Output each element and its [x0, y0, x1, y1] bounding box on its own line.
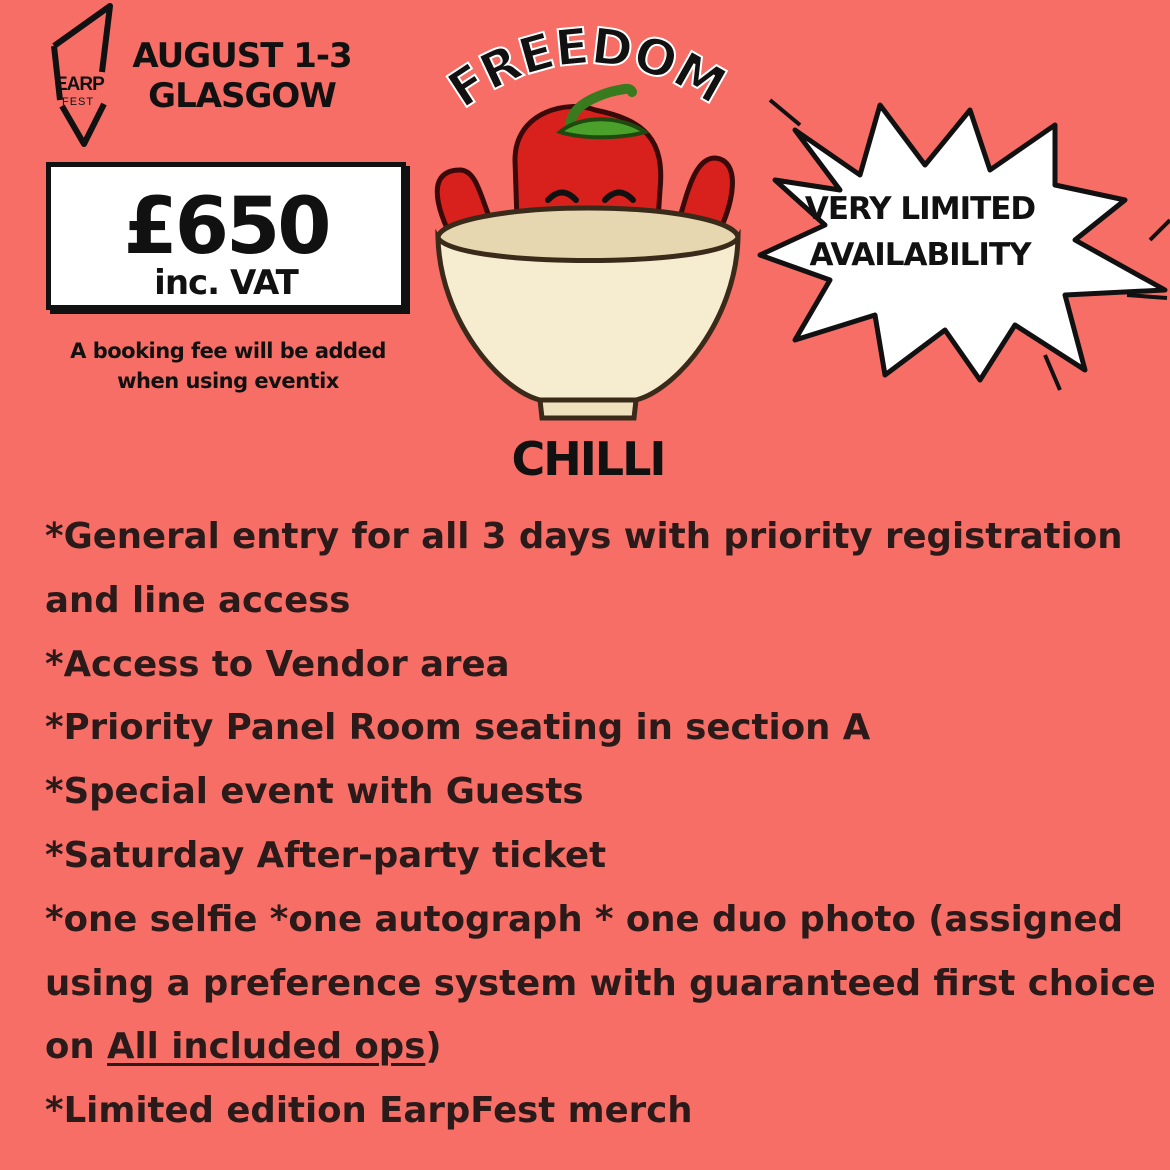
feature-ops: *one selfie *one autograph * one duo photo (assigned	[45, 898, 1123, 940]
logo-name-bottom: FEST	[62, 96, 95, 108]
chilli-mascot-illustration	[420, 20, 750, 490]
included-ops-link[interactable]: All included ops	[107, 1026, 426, 1068]
availability-line-1: VERY LIMITED	[804, 191, 1036, 227]
features-list	[45, 505, 1155, 1143]
vat-note: inc. VAT	[154, 263, 298, 303]
booking-line-1: A booking fee will be added	[70, 339, 386, 363]
feature-ops-end	[45, 1015, 1155, 1079]
event-info	[132, 36, 352, 116]
feature-vendor-area: *Access to Vendor area	[45, 643, 510, 685]
booking-line-2: when using eventix	[117, 369, 339, 393]
feature-ops-prefix: on	[45, 1026, 108, 1068]
logo-name-top: EARP	[55, 74, 104, 95]
event-city: GLASGOW	[148, 76, 336, 116]
feature-merch: *Limited edition EarpFest merch	[45, 1090, 693, 1132]
feature-panel-seating: *Priority Panel Room seating in section A	[45, 707, 871, 749]
ticket-price: £650	[123, 182, 329, 272]
feature-general-entry-cont: and line access	[45, 579, 351, 621]
event-date: AUGUST 1-3	[132, 36, 352, 76]
availability-badge	[770, 186, 1070, 278]
availability-line-2: AVAILABILITY	[809, 237, 1031, 273]
ticket-name-top: FREEDOM	[437, 20, 735, 120]
ticket-name-bottom: CHILLI	[511, 432, 665, 486]
price-box	[46, 162, 406, 310]
feature-special-event: *Special event with Guests	[45, 771, 584, 813]
feature-general-entry: *General entry for all 3 days with priority registration	[45, 516, 1123, 557]
feature-ops-cont: using a preference system with guaranteed first choice	[45, 962, 1156, 1004]
feature-ops-suffix: )	[425, 1026, 442, 1068]
feature-after-party: *Saturday After-party ticket	[45, 834, 607, 876]
booking-fee-note	[18, 336, 438, 396]
